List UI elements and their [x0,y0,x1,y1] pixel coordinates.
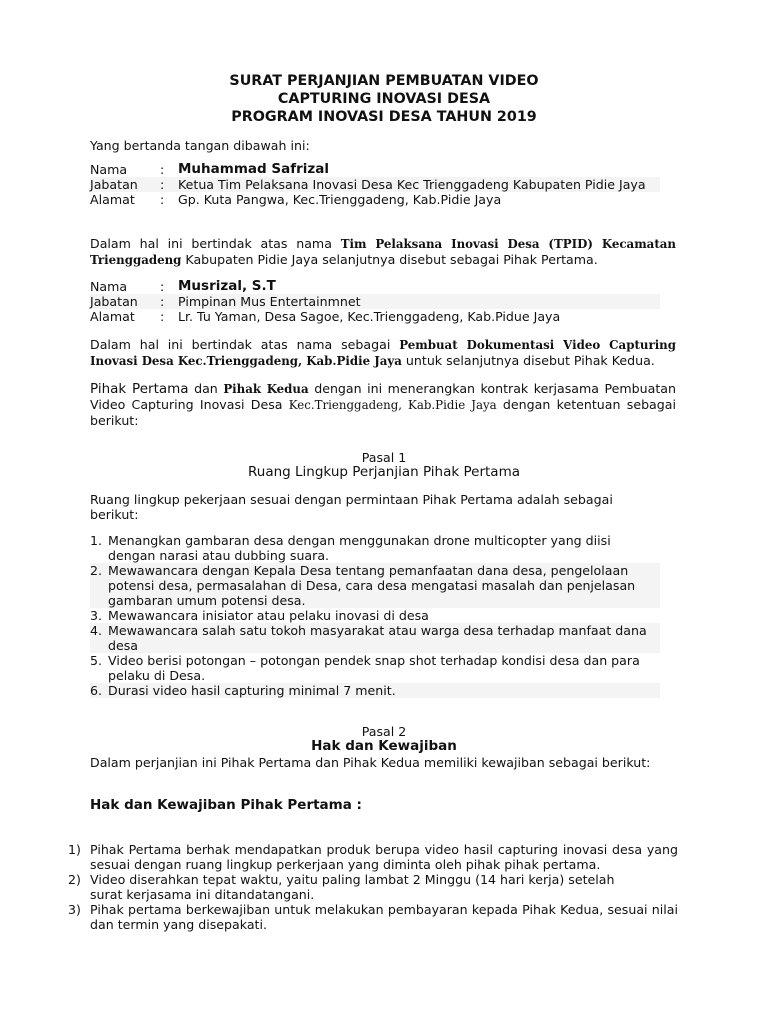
list-text: Video diserahkan tepat waktu, yaitu paling lambat 2 Minggu (14 hari kerja) setelah surat kerjasama ini ditandatangani. [90,872,615,902]
party-1-para-post: Kabupaten Pidie Jaya selanjutnya disebut sebagai Pihak Pertama. [181,252,598,267]
scope-list [90,533,660,698]
party-1-position-row [90,177,660,192]
list-item [68,902,678,932]
pasal-2-subheading: Hak dan Kewajiban Pihak Pertama : [90,797,362,813]
list-number: 5. [90,653,103,668]
obligations-list [68,842,678,932]
party-1-paragraph [90,236,676,268]
pihak-pertama-label: Pihak Pertama [90,381,189,397]
list-number: 1) [68,842,81,857]
party-2-address-row [90,309,660,324]
list-item [68,872,678,902]
party-1-name-row [90,162,660,177]
party-2-details [90,279,660,324]
separator: : [160,177,165,192]
field-label: Alamat [90,192,135,207]
field-label: Nama [90,162,128,177]
list-text: Pihak pertama berkewajiban untuk melakukan pembayaran kepada Pihak Kedua, sesuai nilai dan termin yang disepakati. [90,902,678,932]
party-1-address-row [90,192,660,207]
title-line-2: CAPTURING INOVASI DESA [277,91,491,107]
list-text: Pihak Pertama berhak mendapatkan produk berupa video hasil capturing inovasi desa yang sesuai dengan ruang lingkup perkerjaan yang diminta oleh pihak pihak pertama. [90,842,678,872]
list-text: Video berisi potongan – potongan pendek snap shot terhadap kondisi desa dan para pelaku di Desa. [108,653,640,683]
field-label: Jabatan [90,177,138,192]
list-text: Mewawancara dengan Kepala Desa tentang pemanfaatan dana desa, pengelolaan potensi desa, permasalahan di Desa, cara desa mengatasi masalah dan penjelasan gambaran umum potensi desa. [108,563,636,608]
party-2-role: Pembuat Dokumentasi Video Capturing Inovasi Desa Kec.Trienggadeng, Kab.Pidie Jaya [90,338,676,368]
party-2-paragraph [90,337,676,369]
party-2-position-row [90,294,660,309]
list-item [90,653,660,683]
list-item [90,683,660,698]
list-number: 4. [90,623,103,638]
party-1-org: Tim Pelaksana Inovasi Desa (TPID) Kecamatan Trienggadeng [90,237,676,267]
agreement-and: dan [188,381,224,396]
separator: : [160,192,165,207]
list-text: Mewawancara inisiator atau pelaku inovasi di desa [108,608,429,623]
party-1-details [90,162,660,207]
agreement-paragraph [90,381,676,428]
title-line-1: SURAT PERJANJIAN PEMBUATAN VIDEO [229,73,539,89]
party-1-name: Muhammad Safrizal [178,161,329,177]
party-1-para-pre: Dalam hal ini bertindak atas nama [90,236,341,251]
party-1-position: Ketua Tim Pelaksana Inovasi Desa Kec Trienggadeng Kabupaten Pidie Jaya [178,177,646,192]
list-number: 3. [90,608,103,623]
list-item [90,533,660,563]
party-2-name-row [90,279,660,294]
title-line-3: PROGRAM INOVASI DESA TAHUN 2019 [231,109,537,125]
agreement-place: Kec.Trienggadeng, Kab.Pidie Jaya [288,398,497,412]
field-label: Nama [90,279,128,294]
list-text: Durasi video hasil capturing minimal 7 menit. [108,683,396,698]
list-number: 3) [68,902,81,917]
separator: : [160,279,165,294]
pasal-1-label: Pasal 1 [361,450,407,465]
list-item [90,623,660,653]
list-item [90,563,660,608]
party-1-address: Gp. Kuta Pangwa, Kec.Trienggadeng, Kab.Pidie Jaya [178,192,502,207]
list-item [90,608,660,623]
party-2-para-pre: Dalam hal ini bertindak atas nama sebagai [90,337,400,352]
agreement-text-b: dengan ketentuan sebagai berikut: [90,397,676,428]
list-number: 6. [90,683,103,698]
agreement-text-a: dengan ini menerangkan kontrak kerjasama Pembuatan Video Capturing Inovasi Desa [90,381,677,412]
party-2-name: Musrizal, S.T [178,278,276,294]
pasal-1-heading: Ruang Lingkup Perjanjian Pihak Pertama [248,464,520,480]
party-2-para-post: untuk selanjutnya disebut Pihak Kedua. [401,353,655,368]
list-number: 2. [90,563,103,578]
pihak-kedua-label: Pihak Kedua [223,382,309,396]
list-text: Mewawancara salah satu tokoh masyarakat atau warga desa terhadap manfaat dana desa [108,623,647,653]
list-number: 1. [90,533,103,548]
separator: : [160,309,165,324]
list-item [68,842,678,872]
field-label: Alamat [90,309,135,324]
pasal-2-label: Pasal 2 [361,724,407,739]
party-2-position: Pimpinan Mus Entertainmnet [178,294,361,309]
document-title [0,72,768,126]
separator: : [160,162,165,177]
separator: : [160,294,165,309]
list-number: 2) [68,872,81,887]
pasal-2-intro: Dalam perjanjian ini Pihak Pertama dan Pihak Kedua memiliki kewajiban sebagai berikut: [90,755,651,770]
pasal-1-intro: Ruang lingkup pekerjaan sesuai dengan permintaan Pihak Pertama adalah sebagai berikut: [90,492,613,522]
list-text: Menangkan gambaran desa dengan menggunakan drone multicopter yang diisi dengan narasi atau dubbing suara. [108,533,611,563]
party-2-address: Lr. Tu Yaman, Desa Sagoe, Kec.Trienggadeng, Kab.Pidue Jaya [178,309,561,324]
intro-text: Yang bertanda tangan dibawah ini: [90,138,310,153]
field-label: Jabatan [90,294,138,309]
pasal-2-heading: Hak dan Kewajiban [311,738,457,754]
